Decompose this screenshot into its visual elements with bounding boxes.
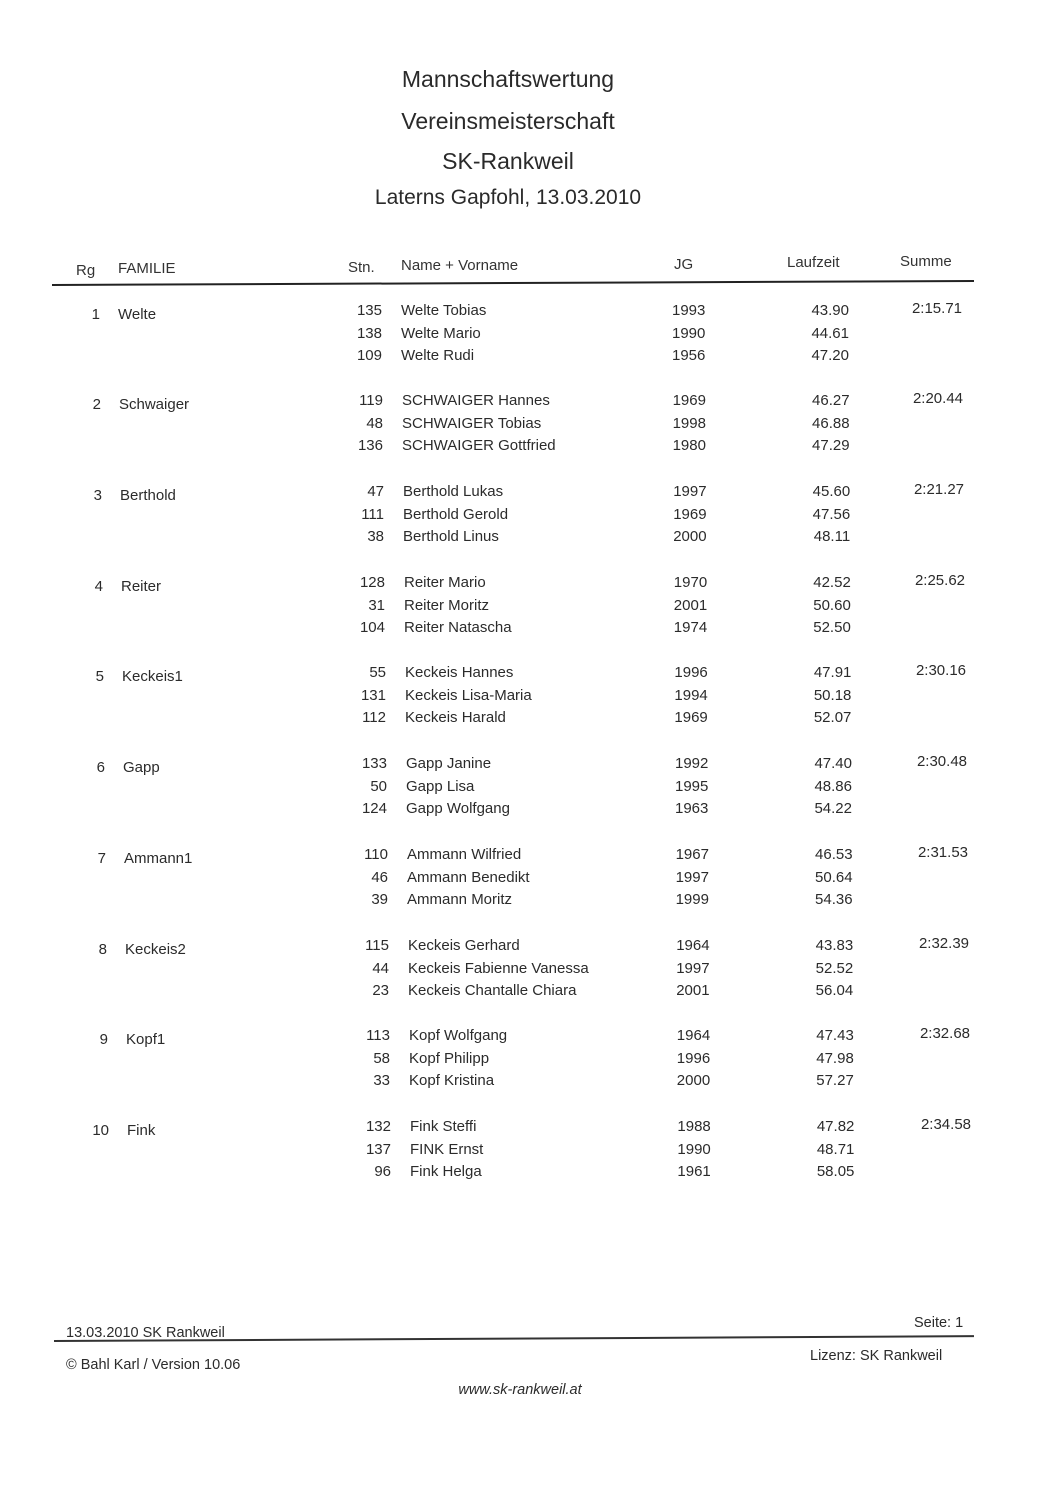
birth-year: 1956 <box>672 347 706 364</box>
team-sum: 2:15.71 <box>911 300 962 317</box>
run-time: 47.82 <box>816 1118 855 1135</box>
table-row <box>0 597 1058 619</box>
start-number: 132 <box>365 1118 391 1135</box>
team-block <box>0 300 1058 390</box>
team-family: Keckeis1 <box>122 668 183 685</box>
start-number: 111 <box>361 505 384 523</box>
birth-year: 1970 <box>673 574 708 591</box>
athlete-name: Keckeis Harald <box>405 709 506 726</box>
table-row <box>0 347 1058 369</box>
table-row <box>0 1141 1058 1163</box>
athlete-name: Keckeis Hannes <box>405 664 514 681</box>
team-rank: 8 <box>98 941 107 958</box>
team-block <box>0 753 1058 843</box>
team-rank: 9 <box>99 1031 108 1048</box>
table-row <box>0 1027 1058 1049</box>
table-row <box>0 619 1058 641</box>
athlete-name: FINK Ernst <box>410 1140 484 1158</box>
table-row <box>0 392 1058 414</box>
athlete-name: Kopf Philipp <box>409 1049 490 1067</box>
birth-year: 1992 <box>675 755 709 772</box>
birth-year: 1994 <box>674 686 708 704</box>
athlete-name: SCHWAIGER Tobias <box>402 414 542 432</box>
team-rank: 4 <box>94 578 103 595</box>
table-row <box>0 506 1058 528</box>
team-family: Fink <box>127 1122 156 1139</box>
document-title: Mannschaftswertung <box>401 66 615 92</box>
start-number: 128 <box>359 574 385 591</box>
table-row <box>0 1163 1058 1185</box>
athlete-name: Kopf Kristina <box>409 1072 495 1089</box>
table-row <box>0 528 1058 550</box>
team-block <box>0 1025 1058 1115</box>
run-time: 54.22 <box>814 800 852 817</box>
team-sum: 2:21.27 <box>913 481 964 498</box>
birth-year: 1990 <box>672 324 706 342</box>
athlete-name: Ammann Benedikt <box>407 868 530 886</box>
birth-year: 1961 <box>677 1163 711 1180</box>
birth-year: 1988 <box>677 1118 711 1135</box>
team-rank: 6 <box>96 759 105 776</box>
birth-year: 1964 <box>676 1027 711 1044</box>
run-time: 47.40 <box>814 755 852 772</box>
team-sum: 2:25.62 <box>914 572 965 589</box>
run-time: 47.29 <box>812 437 850 454</box>
start-number: 115 <box>365 937 389 954</box>
start-number: 112 <box>362 709 386 726</box>
start-number: 48 <box>366 414 383 432</box>
athlete-name: Reiter Mario <box>404 574 486 591</box>
start-number: 55 <box>369 664 386 681</box>
run-time: 48.11 <box>813 528 851 545</box>
team-block <box>0 481 1058 571</box>
birth-year: 1996 <box>676 1049 711 1067</box>
table-row <box>0 687 1058 709</box>
run-time: 43.83 <box>815 937 854 954</box>
team-family: Schwaiger <box>119 396 190 413</box>
birth-year: 2001 <box>673 596 708 614</box>
run-time: 50.64 <box>815 868 853 886</box>
document-title-2: Vereinsmeisterschaft <box>401 108 615 134</box>
athlete-name: Kopf Wolfgang <box>409 1027 508 1044</box>
birth-year: 1963 <box>675 800 709 817</box>
team-family: Gapp <box>123 759 160 776</box>
run-time: 47.91 <box>813 664 852 681</box>
table-row <box>0 1118 1058 1140</box>
club-name: SK-Rankweil <box>442 148 574 174</box>
team-sum: 2:34.58 <box>920 1116 971 1133</box>
run-time: 54.36 <box>815 891 853 908</box>
team-rank: 2 <box>92 396 101 413</box>
table-row <box>0 846 1058 868</box>
athlete-name: Keckeis Fabienne Vanessa <box>408 959 589 977</box>
athlete-name: Welte Tobias <box>401 302 487 319</box>
start-number: 104 <box>359 619 385 636</box>
team-block <box>0 1116 1058 1206</box>
footer-date-club: 13.03.2010 SK Rankweil <box>66 1325 225 1341</box>
col-name: Name + Vorname <box>401 257 519 274</box>
birth-year: 1998 <box>672 414 706 432</box>
run-time: 48.71 <box>816 1140 855 1158</box>
birth-year: 1974 <box>673 619 708 636</box>
start-number: 58 <box>373 1049 390 1067</box>
run-time: 58.05 <box>816 1163 855 1180</box>
team-block <box>0 662 1058 752</box>
athlete-name: Keckeis Chantalle Chiara <box>408 982 577 999</box>
table-row <box>0 982 1058 1004</box>
run-time: 47.43 <box>816 1027 854 1044</box>
start-number: 31 <box>368 596 385 614</box>
run-time: 52.50 <box>813 619 851 636</box>
table-row <box>0 755 1058 777</box>
athlete-name: Ammann Moritz <box>407 891 513 908</box>
birth-year: 1969 <box>674 709 708 726</box>
start-number: 44 <box>372 959 389 977</box>
athlete-name: SCHWAIGER Gottfried <box>402 437 556 454</box>
athlete-name: SCHWAIGER Hannes <box>402 392 550 409</box>
birth-year: 1980 <box>672 437 706 454</box>
team-sum: 2:32.39 <box>918 935 969 952</box>
col-summe: Summe <box>900 253 952 270</box>
run-time: 57.27 <box>816 1072 854 1089</box>
col-familie: FAMILIE <box>118 260 176 277</box>
start-number: 47 <box>367 483 384 500</box>
col-stn: Stn. <box>348 259 375 276</box>
team-block <box>0 572 1058 662</box>
athlete-name: Keckeis Gerhard <box>408 937 520 954</box>
birth-year: 1969 <box>672 392 706 409</box>
start-number: 109 <box>356 347 382 364</box>
team-rank: 7 <box>97 850 106 867</box>
birth-year: 1999 <box>675 891 709 908</box>
start-number: 138 <box>356 324 382 342</box>
birth-year: 1995 <box>675 777 709 795</box>
run-time: 47.20 <box>811 347 849 364</box>
birth-year: 1997 <box>675 868 709 886</box>
team-family: Welte <box>118 306 157 323</box>
birth-year: 1997 <box>676 959 710 977</box>
table-row <box>0 1072 1058 1094</box>
birth-year: 1967 <box>675 846 709 863</box>
start-number: 136 <box>357 437 383 454</box>
birth-year: 1996 <box>674 664 708 681</box>
run-time: 56.04 <box>815 982 854 999</box>
start-number: 33 <box>373 1072 390 1089</box>
table-row <box>0 437 1058 459</box>
start-number: 110 <box>364 846 388 863</box>
footer-url[interactable]: www.sk-rankweil.at <box>458 1382 582 1398</box>
birth-year: 2001 <box>676 982 710 999</box>
run-time: 46.53 <box>815 846 853 863</box>
footer-page: Seite: 1 <box>914 1315 964 1331</box>
birth-year: 1990 <box>677 1140 711 1158</box>
start-number: 38 <box>367 528 384 545</box>
run-time: 50.18 <box>813 686 852 704</box>
team-family: Kopf1 <box>126 1031 166 1048</box>
table-row <box>0 778 1058 800</box>
start-number: 131 <box>360 686 386 704</box>
birth-year: 2000 <box>673 528 707 545</box>
athlete-name: Reiter Moritz <box>404 596 490 614</box>
birth-year: 1964 <box>676 937 710 954</box>
col-laufzeit: Laufzeit <box>787 254 840 271</box>
run-time: 48.86 <box>814 777 852 795</box>
table-row <box>0 302 1058 324</box>
run-time: 52.52 <box>815 959 854 977</box>
run-time: 46.27 <box>812 392 850 409</box>
birth-year: 1969 <box>673 505 707 523</box>
athlete-name: Fink Helga <box>410 1163 482 1180</box>
start-number: 119 <box>359 392 383 409</box>
table-row <box>0 937 1058 959</box>
start-number: 113 <box>366 1027 390 1044</box>
team-family: Ammann1 <box>124 850 193 867</box>
footer-copyright: © Bahl Karl / Version 10.06 <box>66 1357 241 1373</box>
team-family: Keckeis2 <box>125 941 186 958</box>
athlete-name: Welte Mario <box>401 324 481 342</box>
start-number: 46 <box>371 868 388 886</box>
col-jg: JG <box>674 256 694 273</box>
birth-year: 1997 <box>673 483 707 500</box>
athlete-name: Berthold Linus <box>403 528 499 545</box>
athlete-name: Gapp Wolfgang <box>406 800 510 817</box>
team-rank: 1 <box>91 306 100 323</box>
birth-year: 2000 <box>676 1072 711 1089</box>
run-time: 43.90 <box>811 302 849 319</box>
run-time: 47.56 <box>812 505 851 523</box>
team-rank: 5 <box>95 668 104 685</box>
team-sum: 2:31.53 <box>917 844 968 861</box>
table-row <box>0 709 1058 731</box>
start-number: 39 <box>371 891 388 908</box>
start-number: 96 <box>374 1163 391 1180</box>
team-sum: 2:30.48 <box>916 753 967 770</box>
athlete-name: Berthold Lukas <box>403 483 504 500</box>
table-row <box>0 415 1058 437</box>
team-family: Reiter <box>121 578 162 595</box>
table-row <box>0 800 1058 822</box>
team-block <box>0 844 1058 934</box>
athlete-name: Ammann Wilfried <box>407 846 522 863</box>
athlete-name: Fink Steffi <box>410 1118 477 1135</box>
start-number: 135 <box>356 302 382 319</box>
table-row <box>0 574 1058 596</box>
athlete-name: Keckeis Lisa-Maria <box>405 686 532 704</box>
athlete-name: Welte Rudi <box>401 347 475 364</box>
run-time: 47.98 <box>816 1049 854 1067</box>
team-rank: 3 <box>93 487 102 504</box>
table-row <box>0 869 1058 891</box>
team-sum: 2:32.68 <box>919 1025 970 1042</box>
run-time: 44.61 <box>811 324 849 342</box>
start-number: 50 <box>370 777 387 795</box>
table-row <box>0 960 1058 982</box>
athlete-name: Berthold Gerold <box>403 505 509 523</box>
run-time: 45.60 <box>812 483 851 500</box>
athlete-name: Reiter Natascha <box>404 619 512 636</box>
col-rg: Rg <box>76 262 96 279</box>
table-row <box>0 483 1058 505</box>
team-block <box>0 935 1058 1025</box>
footer-license: Lizenz: SK Rankweil <box>810 1348 943 1364</box>
start-number: 23 <box>372 982 389 999</box>
header-divider <box>52 280 974 286</box>
run-time: 42.52 <box>813 574 851 591</box>
team-sum: 2:20.44 <box>912 390 963 407</box>
event-location-date: Laterns Gapfohl, 13.03.2010 <box>374 186 642 209</box>
team-block <box>0 390 1058 480</box>
table-row <box>0 1050 1058 1072</box>
athlete-name: Gapp Janine <box>406 755 492 772</box>
athlete-name: Gapp Lisa <box>406 777 475 795</box>
team-rank: 10 <box>92 1122 109 1139</box>
team-family: Berthold <box>120 487 176 504</box>
start-number: 124 <box>361 800 387 817</box>
run-time: 50.60 <box>813 596 851 614</box>
start-number: 137 <box>365 1140 391 1158</box>
start-number: 133 <box>361 755 387 772</box>
table-row <box>0 325 1058 347</box>
birth-year: 1993 <box>672 302 706 319</box>
run-time: 46.88 <box>812 414 850 432</box>
table-row <box>0 891 1058 913</box>
table-row <box>0 664 1058 686</box>
run-time: 52.07 <box>813 709 852 726</box>
team-sum: 2:30.16 <box>915 662 966 679</box>
